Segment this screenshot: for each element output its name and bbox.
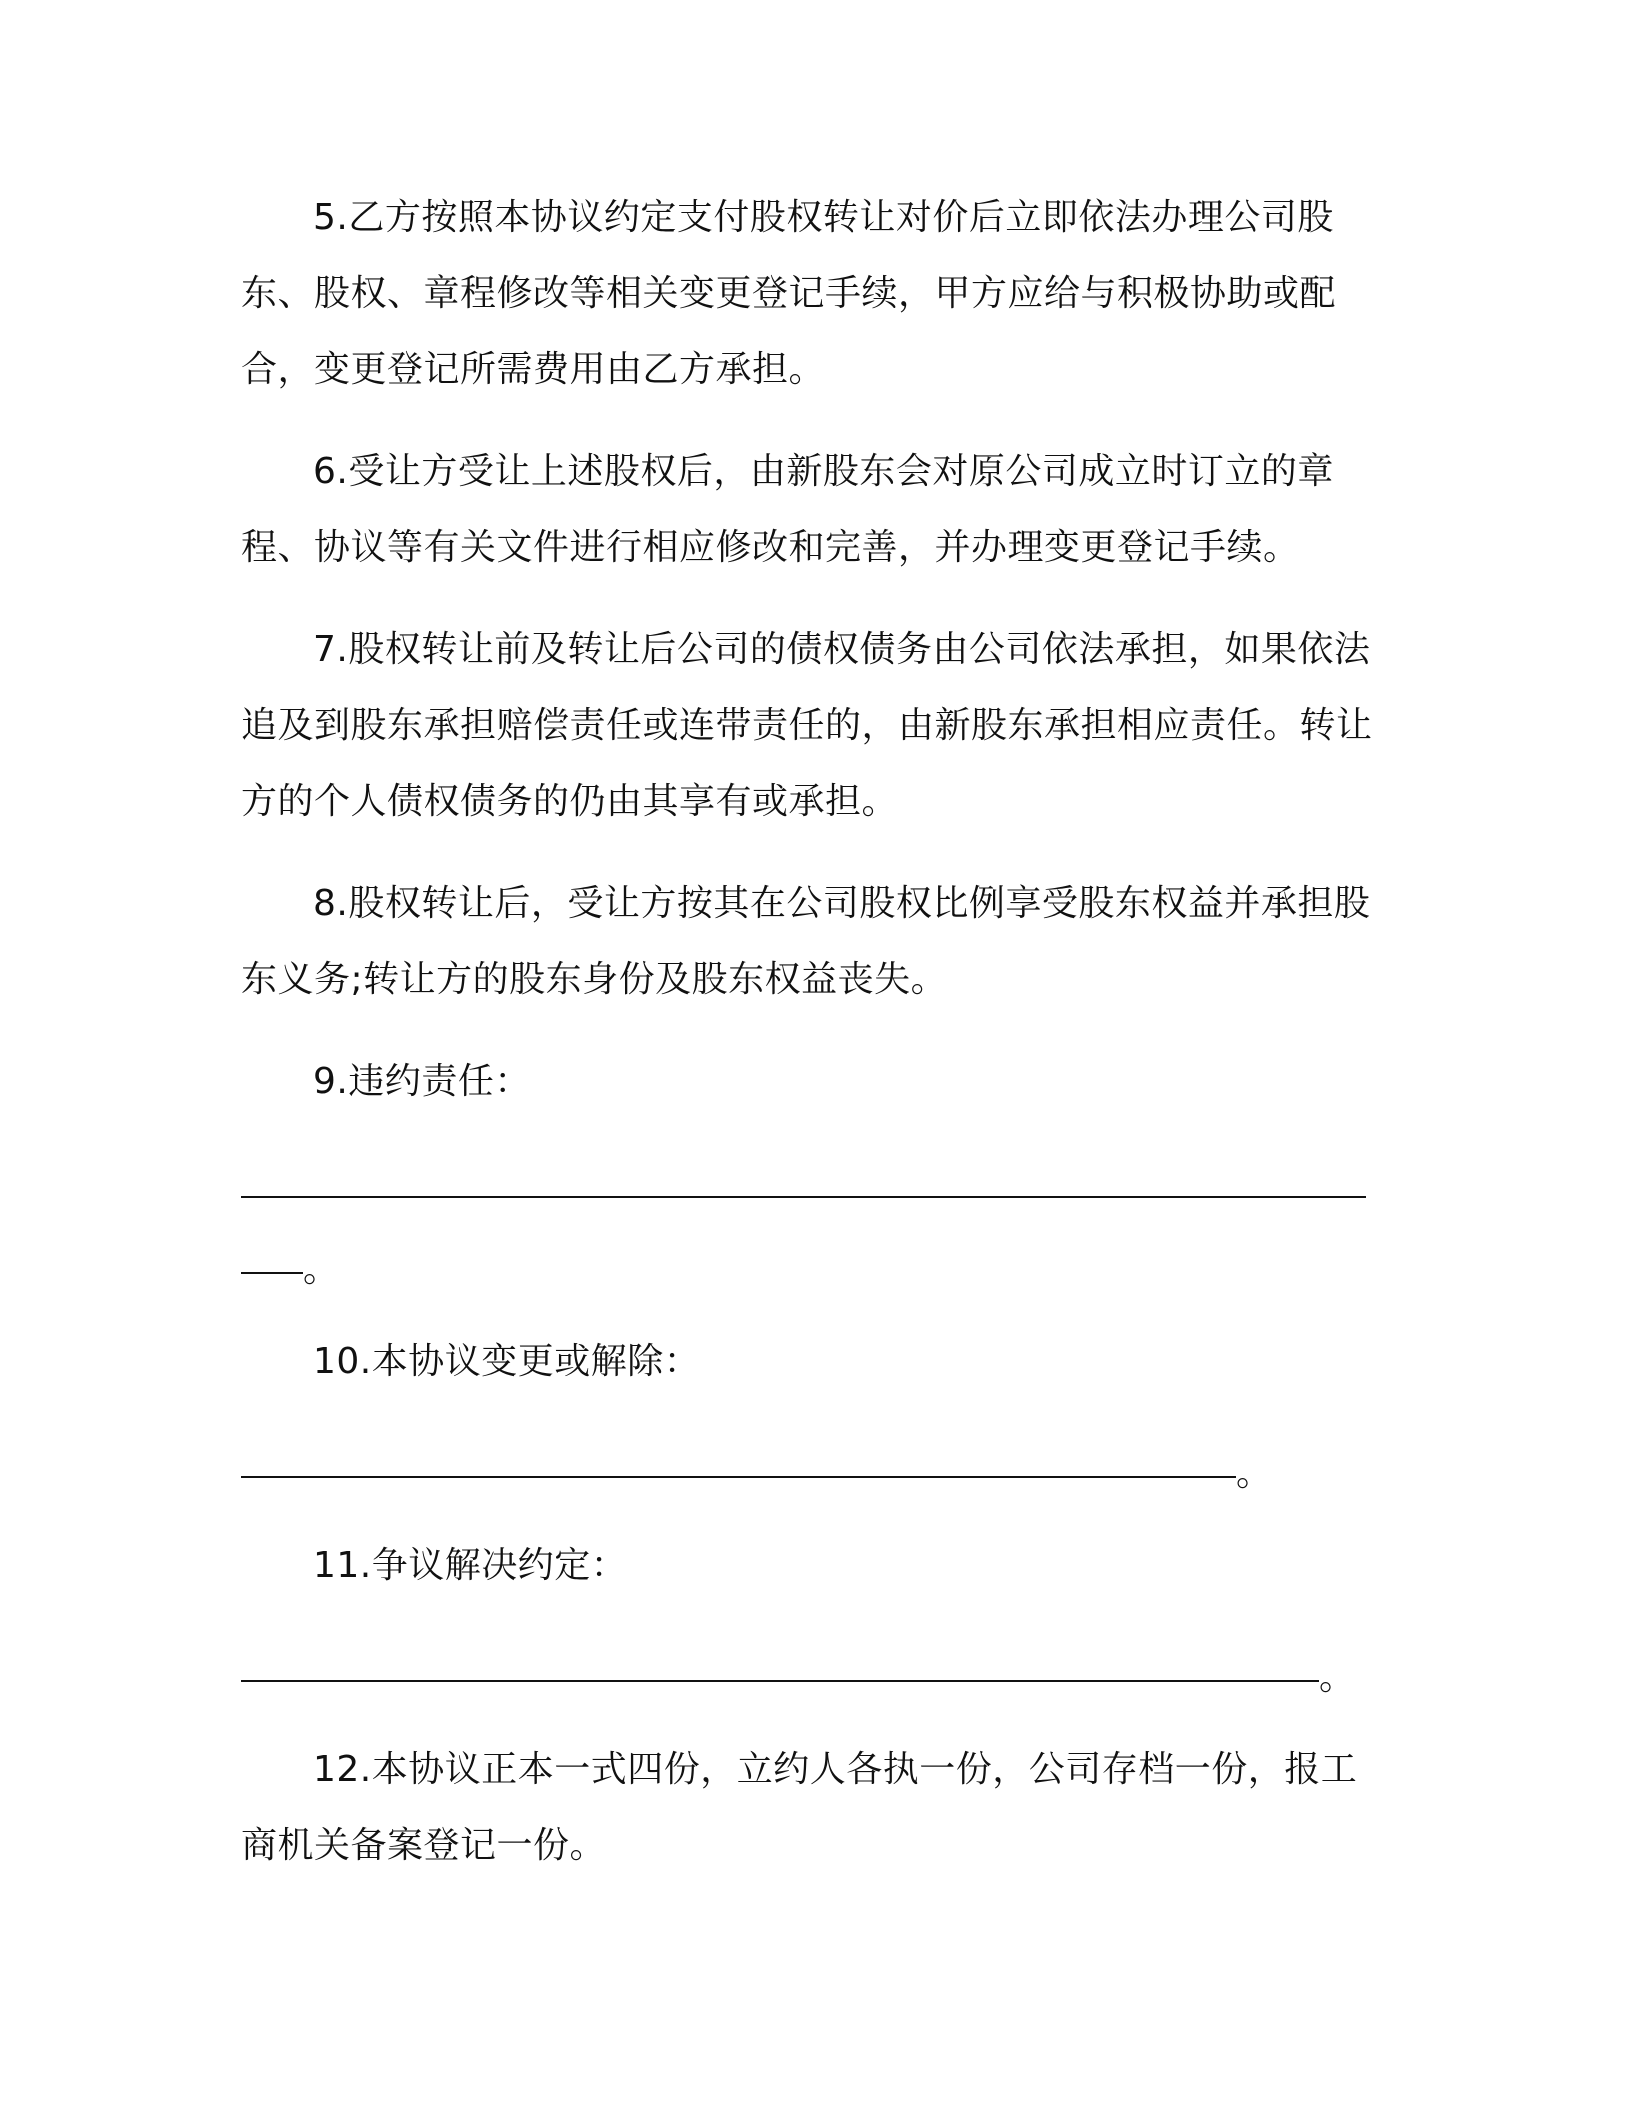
clause-11-heading: 11.争议解决约定： — [313, 1545, 628, 1586]
clause-9-blank — [241, 1146, 1381, 1298]
blank-line — [241, 1630, 1381, 1706]
blank-line — [241, 1146, 1381, 1222]
clause-9-heading: 9.违约责任： — [313, 1061, 531, 1102]
clause-12: 12.本协议正本一式四份，立约人各执一份，公司存档一份，报工商机关备案登记一份。 — [241, 1749, 1358, 1866]
period-mark: 。 — [1236, 1453, 1273, 1494]
clause-10-heading: 10.本协议变更或解除： — [313, 1341, 701, 1382]
fill-in-rule — [241, 1196, 1366, 1198]
document-body — [241, 180, 1381, 1910]
clause-6: 6.受让方受让上述股权后，由新股东会对原公司成立时订立的章程、协议等有关文件进行相应修改和完善，并办理变更登记手续。 — [241, 451, 1334, 568]
clause-8: 8.股权转让后，受让方按其在公司股权比例享受股东权益并承担股东义务;转让方的股东身份及股东权益丧失。 — [241, 883, 1371, 1000]
clause-7: 7.股权转让前及转让后公司的债权债务由公司依法承担，如果依法追及到股东承担赔偿责任或连带责任的，由新股东承担相应责任。转让方的个人债权债务的仍由其享有或承担。 — [241, 629, 1373, 822]
blank-line — [241, 1222, 1381, 1298]
period-mark: 。 — [303, 1249, 340, 1290]
clause-11-blank — [241, 1630, 1381, 1706]
blank-line — [241, 1426, 1381, 1502]
clause-5: 5.乙方按照本协议约定支付股权转让对价后立即依法办理公司股东、股权、章程修改等相关变更登记手续，甲方应给与积极协助或配合，变更登记所需费用由乙方承担。 — [241, 197, 1337, 390]
period-mark: 。 — [1319, 1657, 1356, 1698]
fill-in-rule — [241, 1680, 1319, 1682]
clause-10-blank — [241, 1426, 1381, 1502]
fill-in-rule — [241, 1476, 1236, 1478]
fill-in-rule — [241, 1272, 303, 1274]
